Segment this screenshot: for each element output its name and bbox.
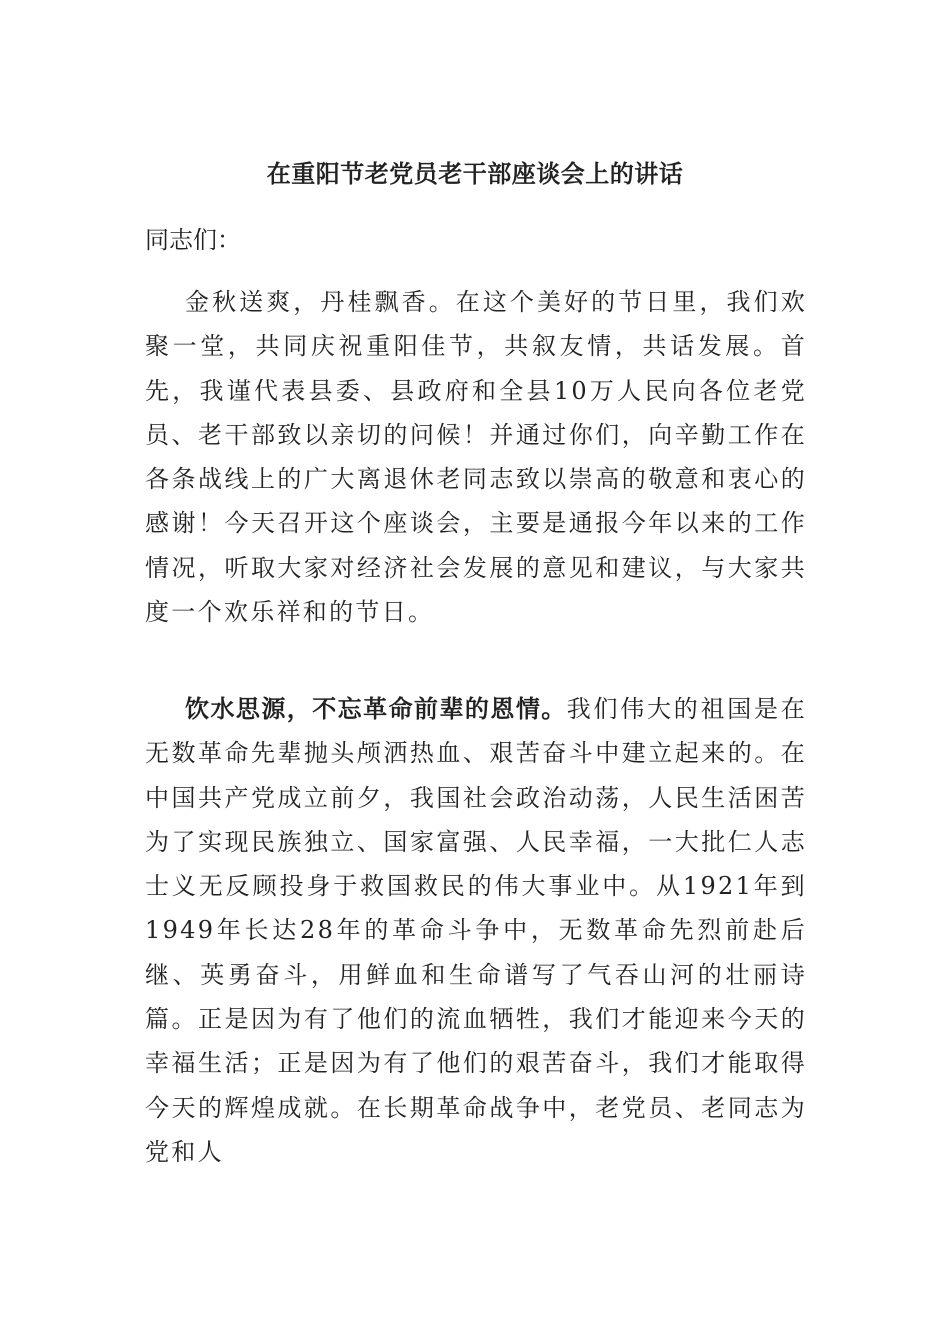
paragraph-opening xyxy=(145,280,807,634)
paragraph-text: 我们伟大的祖国是在无数革命先辈抛头颅洒热血、艰苦奋斗中建立起来的。在中国共产党成立前夕，我国社会政治动荡，人民生活困苦为了实现民族独立、国家富强、人民幸福，一大批仁人志士义无反顾投身于救国救民的伟大事业中。从1921年到1949年长达28年的革命斗争中，无数革命先烈前赴后继、英勇奋斗，用鲜血和生命谱写了气吞山河的壮丽诗篇。正是因为有了他们的流血牺牲，我们才能迎来今天的幸福生活；正是因为有了他们的艰苦奋斗，我们才能取得今天的辉煌成就。在长期革命战争中，老党员、老同志为党和人 xyxy=(145,695,807,1166)
paragraph-remember-predecessors xyxy=(145,687,807,1174)
document-title: 在重阳节老党员老干部座谈会上的讲话 xyxy=(266,159,684,188)
paragraph-lead-heading: 饮水思源，不忘革命前辈的恩情。 xyxy=(185,694,567,723)
salutation: 同志们： xyxy=(145,226,241,254)
paragraph-text: 金秋送爽，丹桂飘香。在这个美好的节日里，我们欢聚一堂，共同庆祝重阳佳节，共叙友情，共话发展。首先，我谨代表县委、县政府和全县10万人民向各位老党员、老干部致以亲切的问候！并通过你们，向辛勤工作在各条战线上的广大离退休老同志致以崇高的敬意和衷心的感谢！今天召开这个座谈会，主要是通报今年以来的工作情况，听取大家对经济社会发展的意见和建议，与大家共度一个欢乐祥和的节日。 xyxy=(145,288,807,627)
